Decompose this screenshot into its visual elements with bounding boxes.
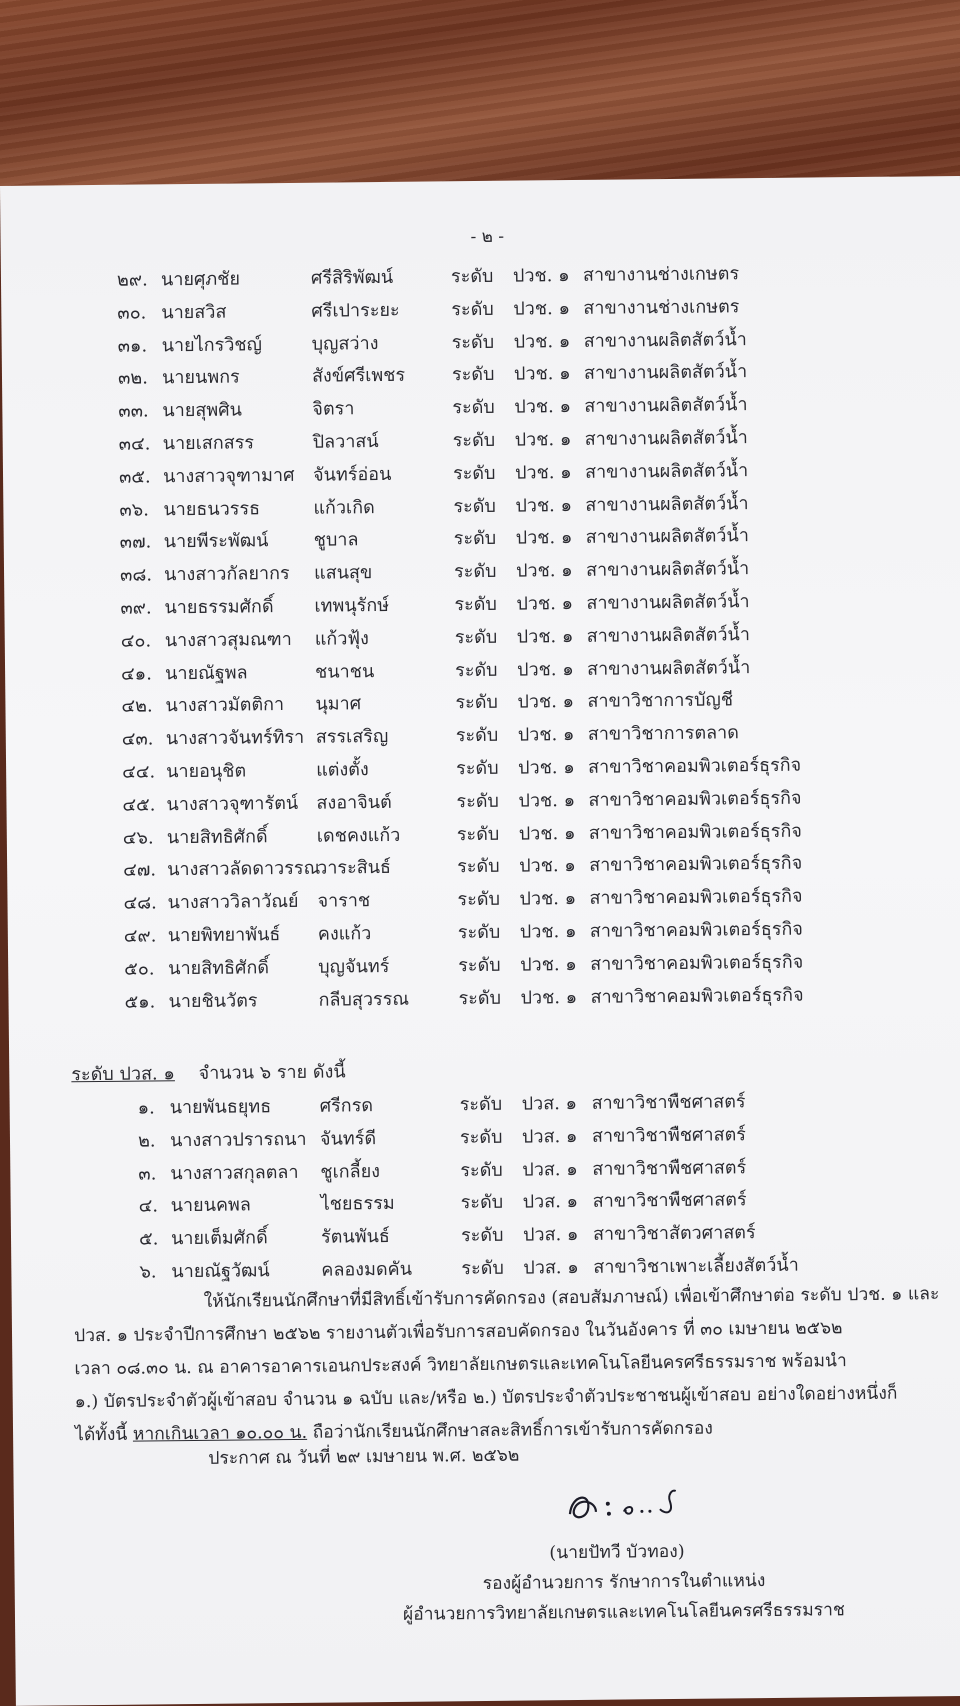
program-level: ปวช. ๑ <box>512 265 570 287</box>
row-number: ๓๐. <box>117 302 147 324</box>
branch-name: สาขาวิชาพืชศาสตร์ <box>592 1189 747 1213</box>
student-name: นางสาวกัลยากร <box>163 563 290 586</box>
program-level: ปวช. ๑ <box>513 297 571 320</box>
branch-name: สาขาวิชาการตลาด <box>587 722 740 746</box>
row-number: ๔๗. <box>123 859 157 882</box>
row-number: ๓๓. <box>118 400 149 422</box>
level-label: ระดับ <box>453 561 497 583</box>
branch-name: สาขางานผลิตสัตว์น้ำ <box>585 525 749 549</box>
student-row <box>8 978 948 1018</box>
student-name: นางสาวสุมณฑา <box>164 628 292 652</box>
student-name: นายณัฐพล <box>165 662 248 684</box>
row-number: ๖. <box>139 1261 157 1283</box>
branch-name: สาขาวิชาคอมพิวเตอร์ธุรกิจ <box>589 853 803 877</box>
level-label: ระดับ <box>457 921 501 944</box>
branch-name: สาขางานผลิตสัตว์น้ำ <box>586 591 750 614</box>
row-number: ๑. <box>137 1097 155 1119</box>
level-label: ระดับ <box>451 298 494 321</box>
student-surname: บุญสว่าง <box>311 332 379 355</box>
student-name: นายสุพศิน <box>162 399 243 422</box>
level-label: ระดับ <box>453 528 497 550</box>
level-label: ระดับ <box>452 429 496 452</box>
program-level: ปวช. ๑ <box>518 757 575 779</box>
student-name: นายชินวัตร <box>168 989 258 1012</box>
row-number: ๔๒. <box>121 695 153 718</box>
student-name: นายเสกสรร <box>162 432 255 455</box>
program-level: ปวช. ๑ <box>519 855 576 877</box>
row-number: ๔๕. <box>122 794 156 816</box>
row-number: ๔๖. <box>122 827 154 849</box>
branch-name: สาขาวิชาการบัญชี <box>587 689 734 713</box>
level-label: ระดับ <box>454 626 498 649</box>
student-surname: เดชคงแก้ว <box>316 824 401 847</box>
student-name: นายสิทธิศักดิ์ <box>166 825 268 848</box>
student-name: นางสาวจุฑามาศ <box>162 464 295 488</box>
row-number: ๕๐. <box>124 958 155 980</box>
row-number: ๓๗. <box>119 531 152 554</box>
program-level: ปวช. ๑ <box>514 396 572 418</box>
branch-name: สาขางานผลิตสัตว์น้ำ <box>584 459 749 483</box>
branch-name: สาขาวิชาคอมพิวเตอร์ธุรกิจ <box>589 885 803 910</box>
student-name: นายเต็มศักดิ์ <box>170 1227 268 1250</box>
program-level: ปวช. ๑ <box>517 691 575 713</box>
student-surname: สรรเสริญ <box>315 726 389 748</box>
program-level: ปวช. ๑ <box>515 494 573 517</box>
branch-name: สาขาวิชาเพาะเลี้ยงสัตว์น้ำ <box>593 1254 799 1278</box>
program-level: ปวช. ๑ <box>515 527 573 550</box>
branch-name: สาขาวิชาคอมพิวเตอร์ธุรกิจ <box>590 984 804 1008</box>
row-number: ๔๓. <box>121 728 154 750</box>
program-level: ปวช. ๑ <box>514 461 572 484</box>
wooden-table-background <box>0 0 960 200</box>
branch-name: สาขางานผลิตสัตว์น้ำ <box>584 394 748 418</box>
level-label: ระดับ <box>454 659 498 681</box>
student-surname: คลองมดคัน <box>321 1258 413 1281</box>
branch-name: สาขางานช่างเกษตร <box>582 263 740 286</box>
paragraph-line: ให้นักเรียนนักศึกษาที่มีสิทธิ์เข้ารับการคัดกรอง (สอบสัมภาษณ์) เพื่อเข้าศึกษาต่อ ระดับ ปวช. ๑ และ <box>203 1284 940 1312</box>
student-surname: สังข์ศรีเพชร <box>311 365 406 388</box>
instruction-paragraph <box>73 1278 940 1452</box>
student-name: นางสาวปรารถนา <box>169 1128 307 1152</box>
level-label: ระดับ <box>457 856 500 878</box>
row-number: ๓๒. <box>117 367 149 390</box>
level-label: ระดับ <box>460 1159 503 1181</box>
section-level-label: ระดับ ปวส. ๑ <box>71 1063 175 1086</box>
row-number: ๓๔. <box>118 433 151 455</box>
student-name: นางสาววิลาวัณย์ <box>167 891 299 914</box>
student-surname: กลีบสุวรรณ <box>318 988 410 1011</box>
level-label: ระดับ <box>460 1192 504 1214</box>
student-name: นายนคพล <box>170 1194 252 1217</box>
branch-name: สาขาวิชาพืชศาสตร์ <box>591 1091 746 1114</box>
level-label: ระดับ <box>458 987 502 1009</box>
student-surname: จันทร์อ่อน <box>312 463 392 486</box>
program-level: ปวช. ๑ <box>516 625 574 648</box>
branch-name: สาขาวิชาคอมพิวเตอร์ธุรกิจ <box>588 820 802 844</box>
level-label: ระดับ <box>455 725 499 747</box>
student-surname: เทพนุรักษ์ <box>314 594 390 617</box>
student-name: นายสวิส <box>161 301 227 324</box>
student-surname: ศรีกรด <box>319 1095 374 1117</box>
level-label: ระดับ <box>452 397 495 419</box>
student-name: นางสาวมัตติกา <box>165 694 285 717</box>
row-number: ๔๐. <box>120 630 152 652</box>
level-label: ระดับ <box>461 1257 504 1280</box>
row-number: ๔๘. <box>123 892 157 914</box>
signer-name: (นายปัทวี บัวทอง) <box>549 1541 685 1564</box>
student-name: นางสาวจุฑารัตน์ <box>166 792 299 816</box>
student-name: นายพิทยาพันธ์ <box>167 924 281 947</box>
student-surname: แก้วเกิด <box>313 496 375 519</box>
row-number: ๓. <box>138 1163 157 1185</box>
level-label: ระดับ <box>456 790 500 813</box>
student-name: นางสาวจันทร์ทิรา <box>165 727 305 750</box>
row-number: ๒๙. <box>116 269 148 291</box>
section-heading-diploma <box>71 1056 346 1088</box>
branch-name: สาขาวิชาคอมพิวเตอร์ธุรกิจ <box>588 754 802 778</box>
student-name: นายณัฐวัฒน์ <box>171 1260 270 1283</box>
row-number: ๓๙. <box>120 597 152 619</box>
program-level: ปวช. ๑ <box>517 724 575 746</box>
program-level: ปวส. ๑ <box>521 1125 578 1148</box>
signer-position: รองผู้อำนวยการ รักษาการในตำแหน่ง <box>482 1571 766 1595</box>
student-surname: แก้วฟุ้ง <box>314 627 370 650</box>
student-name: นายธรรมศักดิ์ <box>164 596 274 619</box>
program-level: ปวส. ๑ <box>522 1191 579 1213</box>
level-label: ระดับ <box>455 692 499 714</box>
level-label: ระดับ <box>456 757 499 780</box>
level-label: ระดับ <box>460 1224 504 1247</box>
student-name: นายศุภชัย <box>160 268 241 291</box>
level-label: ระดับ <box>453 495 496 517</box>
branch-name: สาขางานผลิตสัตว์น้ำ <box>586 623 751 647</box>
program-level: ปวช. ๑ <box>518 822 576 845</box>
student-name: นายสิทธิศักดิ์ <box>168 957 270 980</box>
level-label: ระดับ <box>459 1093 503 1116</box>
row-number: ๕. <box>138 1228 159 1250</box>
paragraph-line: ปวส. ๑ ประจำปีการศึกษา ๒๕๖๒ รายงานตัวเพื่อรับการสอบคัดกรอง ในวันอังคาร ที่ ๓๐ เมษายน ๒๕๖๒ <box>73 1318 843 1347</box>
student-name: นายนพกร <box>161 366 240 389</box>
branch-name: สาขางานผลิตสัตว์น้ำ <box>583 328 747 352</box>
level-label: ระดับ <box>451 364 495 386</box>
page-number: - ๒ - <box>470 226 505 248</box>
student-surname: นุมาศ <box>315 693 362 716</box>
program-level: ปวช. ๑ <box>516 658 574 681</box>
level-label: ระดับ <box>450 265 494 288</box>
program-level: ปวช. ๑ <box>518 789 576 812</box>
document-page <box>0 176 960 1706</box>
program-level: ปวส. ๑ <box>522 1158 578 1181</box>
student-name: นางสาวสกุลตลา <box>170 1161 299 1184</box>
signer-organization: ผู้อำนวยการวิทยาลัยเกษตรและเทคโนโลยีนครศรีธรรมราช <box>402 1600 845 1625</box>
program-level: ปวช. ๑ <box>513 363 571 386</box>
program-level: ปวส. ๑ <box>523 1256 579 1279</box>
row-number: ๔๑. <box>121 663 153 685</box>
student-surname: แต่งตั้ง <box>316 759 369 781</box>
program-level: ปวช. ๑ <box>519 921 577 943</box>
announcement-date: ประกาศ ณ วันที่ ๒๙ เมษายน พ.ศ. ๒๕๖๒ <box>208 1445 520 1469</box>
level-label: ระดับ <box>458 954 501 977</box>
program-level: ปวช. ๑ <box>520 986 578 1009</box>
branch-name: สาขาวิชาคอมพิวเตอร์ธุรกิจ <box>589 918 803 942</box>
program-level: ปวช. ๑ <box>513 330 571 353</box>
student-surname: ชูบาล <box>313 529 359 552</box>
paragraph-line: ๑.) บัตรประจำตัวผู้เข้าสอบ จำนวน ๑ ฉบับ และ/หรือ ๒.) บัตรประจำตัวประชาชนผู้เข้าสอบ อย่างใดอย่างหนึ่งก็ <box>74 1383 898 1413</box>
student-surname: สงอาจินต์ <box>316 791 392 814</box>
branch-name: สาขางานผลิตสัตว์น้ำ <box>583 361 748 385</box>
level-label: ระดับ <box>456 823 500 845</box>
student-surname: ชูเกลี้ยง <box>320 1160 381 1183</box>
section-count: จำนวน ๖ ราย ดังนี้ <box>198 1061 346 1084</box>
signature <box>562 1479 683 1530</box>
program-level: ปวช. ๑ <box>516 593 574 615</box>
branch-name: สาขาวิชาคอมพิวเตอร์ธุรกิจ <box>590 951 804 975</box>
paragraph-line: เวลา ๐๘.๓๐ น. ณ อาคารอาคารเอนกประสงค์ วิทยาลัยเกษตรและเทคโนโลยีนครศรีธรรมราช พร้อมนำ <box>74 1351 847 1380</box>
program-level: ปวช. ๑ <box>515 560 573 582</box>
student-name: นางสาวลัดดาวรรณ <box>167 858 321 881</box>
row-number: ๓๕. <box>118 466 151 488</box>
branch-name: สาขางานผลิตสัตว์น้ำ <box>586 656 751 680</box>
student-surname: จิตรา <box>312 398 355 420</box>
student-name: นายพีระพัฒน์ <box>163 530 269 553</box>
student-surname: ไชยธรรม <box>320 1193 395 1216</box>
student-surname: ชนาชน <box>314 660 375 683</box>
student-surname: คงแก้ว <box>317 923 372 945</box>
branch-name: สาขางานช่างเกษตร <box>583 296 740 319</box>
row-number: ๔๙. <box>123 925 157 947</box>
program-level: ปวส. ๑ <box>521 1093 578 1115</box>
student-surname: จันทร์ดี <box>319 1127 377 1150</box>
deadline-warning: หากเกินเวลา ๑๐.๐๐ น. <box>132 1422 308 1445</box>
program-level: ปวช. ๑ <box>519 888 577 910</box>
level-label: ระดับ <box>451 331 495 353</box>
branch-name: สาขาวิชาพืชศาสตร์ <box>591 1124 746 1147</box>
paragraph-text: ได้ทั้งนี้ <box>74 1424 133 1446</box>
program-level: ปวส. ๑ <box>522 1224 579 1246</box>
student-name: นายไกรวิชญ์ <box>161 333 263 356</box>
student-name: นายพันธยุทธ <box>169 1096 272 1119</box>
row-number: ๓๑. <box>117 335 148 357</box>
row-number: ๔๔. <box>122 761 156 783</box>
row-number: ๒. <box>137 1130 156 1152</box>
level-label: ระดับ <box>457 888 501 911</box>
student-surname: ศรีสิริพัฒน์ <box>310 266 394 289</box>
level-label: ระดับ <box>452 462 496 485</box>
student-surname: จาราช <box>317 890 371 912</box>
paragraph-text: ถือว่านักเรียนนักศึกษาสละสิทธิ์การเข้ารับการคัดกรอง <box>306 1418 714 1443</box>
program-level: ปวช. ๑ <box>520 953 577 976</box>
student-surname: รัตนพันธ์ <box>320 1226 390 1248</box>
student-surname: ปิลวาสน์ <box>312 431 379 453</box>
branch-name: สาขางานผลิตสัตว์น้ำ <box>585 492 749 516</box>
branch-name: สาขางานผลิตสัตว์น้ำ <box>584 427 748 450</box>
row-number: ๔. <box>138 1195 159 1217</box>
student-name: นายธนวรรธ <box>163 497 261 520</box>
branch-name: สาขาวิชาคอมพิวเตอร์ธุรกิจ <box>588 787 802 811</box>
student-surname: ศรีเปาระยะ <box>311 299 400 322</box>
student-name: นายอนุชิต <box>166 760 247 783</box>
student-surname: วาระสินธ์ <box>317 857 392 880</box>
branch-name: สาขาวิชาพืชศาสตร์ <box>592 1156 747 1180</box>
student-surname: แสนสุข <box>313 562 373 584</box>
branch-name: สาขาวิชาสัตวศาสตร์ <box>592 1222 756 1246</box>
student-surname: บุญจันทร์ <box>318 955 390 978</box>
level-label: ระดับ <box>459 1126 503 1149</box>
level-label: ระดับ <box>454 593 497 616</box>
program-level: ปวช. ๑ <box>514 429 572 451</box>
row-number: ๕๑. <box>124 991 156 1013</box>
row-number: ๓๘. <box>119 564 153 586</box>
row-number: ๓๖. <box>119 499 149 521</box>
branch-name: สาขางานผลิตสัตว์น้ำ <box>585 558 750 582</box>
